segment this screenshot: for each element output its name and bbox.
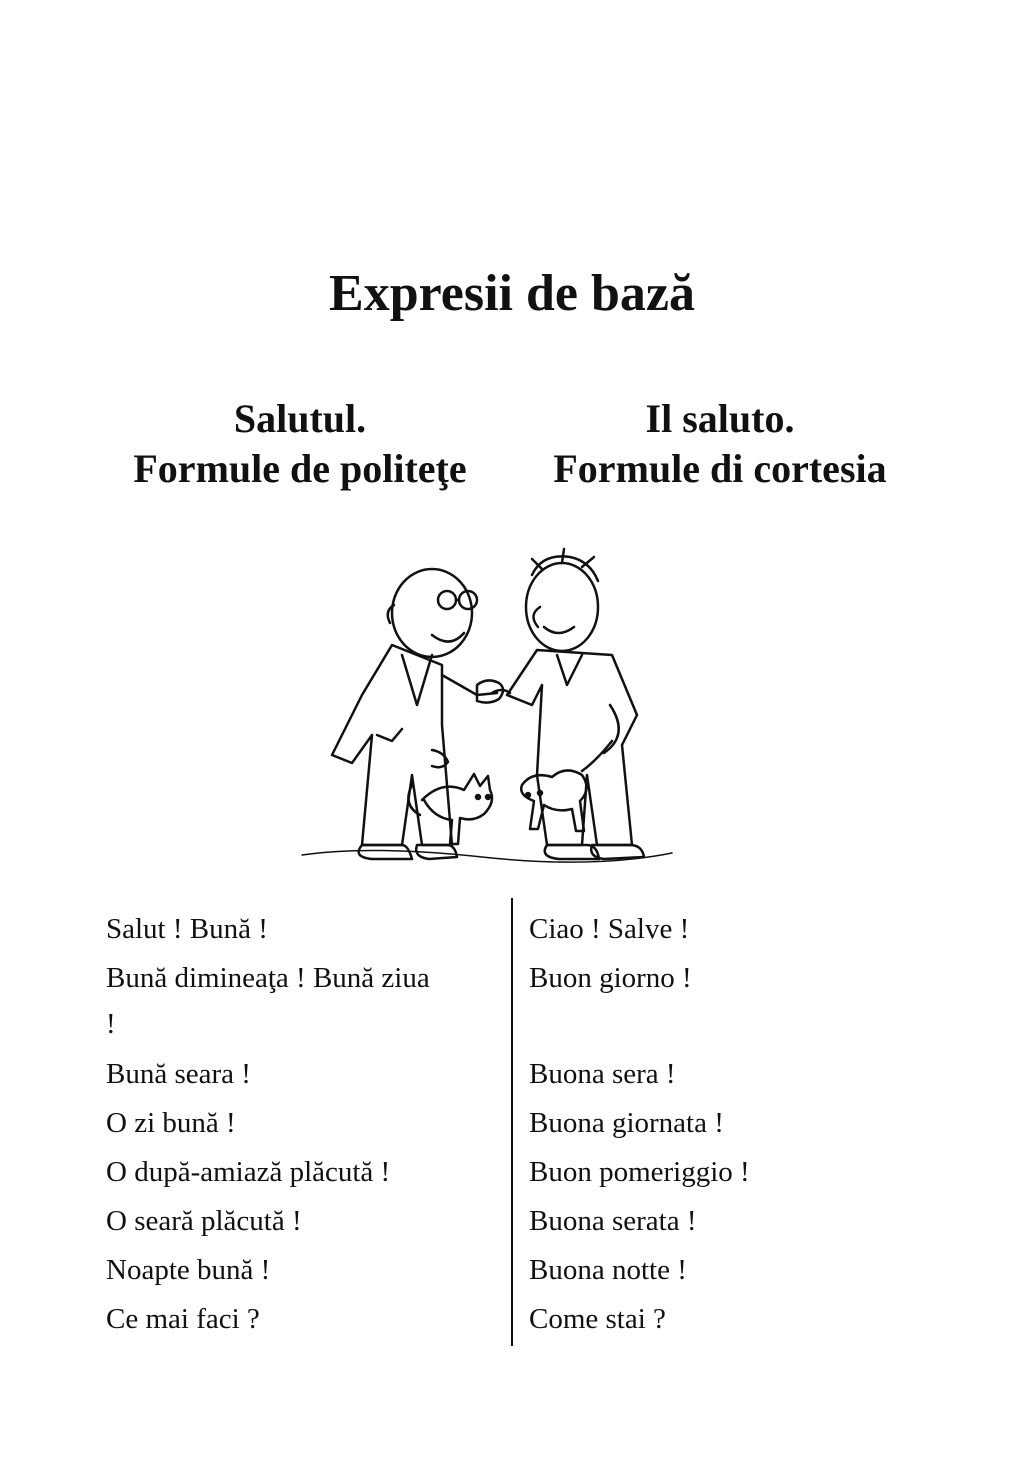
romanian-phrase: O după-amiază plăcută !: [106, 1156, 391, 1188]
romanian-phrase: Bună seara !: [106, 1058, 251, 1090]
italian-phrase: Ciao ! Salve !: [529, 913, 690, 945]
italian-phrase: Buon pomeriggio !: [529, 1156, 750, 1188]
table-row: [106, 898, 826, 947]
italian-phrase: Buona giornata !: [529, 1107, 724, 1139]
handshake-illustration-icon: [292, 545, 682, 880]
romanian-phrase: Bună dimineaţa ! Bună ziua !: [106, 962, 430, 1040]
heading-italian-line1: Il saluto.: [645, 396, 795, 441]
table-row: [106, 1141, 826, 1190]
page-title: Expresii de bază: [329, 265, 695, 322]
italian-phrase: Buona sera !: [529, 1058, 676, 1090]
romanian-phrase: Salut ! Bună !: [106, 913, 268, 945]
heading-italian-line2: Formule di cortesia: [553, 446, 887, 491]
romanian-phrase: O seară plăcută !: [106, 1205, 302, 1237]
italian-phrase: Come stai ?: [529, 1303, 666, 1335]
table-row: [106, 1043, 826, 1092]
italian-phrase: Buon giorno !: [529, 962, 692, 994]
phrase-table: [106, 898, 826, 1337]
heading-romanian-line1: Salutul.: [233, 396, 367, 441]
romanian-phrase: Noapte bună !: [106, 1254, 271, 1286]
heading-italian: [520, 394, 920, 494]
table-row: [106, 947, 826, 1043]
romanian-phrase: Ce mai faci ?: [106, 1303, 260, 1335]
table-row: [106, 1288, 826, 1337]
italian-phrase: Buona notte !: [529, 1254, 687, 1286]
heading-romanian: [100, 394, 500, 494]
table-row: [106, 1239, 826, 1288]
table-row: [106, 1092, 826, 1141]
table-row: [106, 1190, 826, 1239]
romanian-phrase: O zi bună !: [106, 1107, 236, 1139]
italian-phrase: Buona serata !: [529, 1205, 697, 1237]
heading-romanian-line2: Formule de politeţe: [133, 446, 467, 491]
